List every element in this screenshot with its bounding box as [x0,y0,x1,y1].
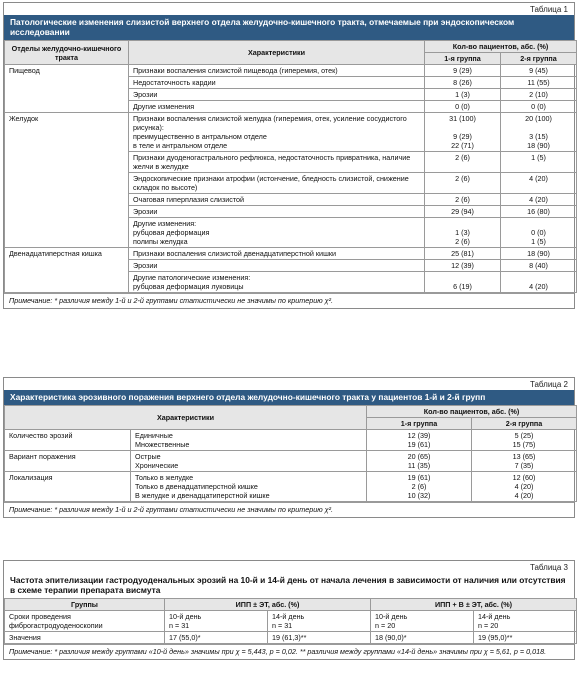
subcategory-cell: Острые Хронические [131,451,367,472]
group1-cell: 1 (3) [425,89,501,101]
group1-cell: 20 (65) 11 (35) [367,451,472,472]
table-3-number: Таблица 3 [529,563,568,572]
characteristic-cell: Другие патологические изменения: рубцовая деформация луковицы [129,272,425,293]
characteristic-cell: Другие изменения: рубцовая деформация полипы желудка [129,218,425,248]
table-row [5,65,577,77]
subcategory-cell: Единичные Множественные [131,430,367,451]
table-1-note: Примечание: * различия между 1-й и 2-й группами статистически не значимы по критерию χ². [4,293,574,308]
t1-header-dept: Отделы желудочно-кишечного тракта [5,41,129,65]
t2-header-group1: 1-я группа [367,418,472,430]
table-row [5,430,577,451]
group1-cell: 2 (6) [425,173,501,194]
table-3-note: Примечание: * различия между группами «10-й день» значимы при χ = 5,443, p = 0,02. ** различия между группами «14-й день» значимы при χ = 5,61, p = 0,018. [4,644,574,659]
group2-cell: 4 (20) [501,272,577,293]
t3-header-groups: Группы [5,599,165,611]
row-label-cell: Значения [5,632,165,644]
subcategory-cell: Только в желудке Только в двенадцатиперстной кишке В желудке и двенадцатиперстной кишке [131,472,367,502]
t3-header-ipp-b: ИПП + В ± ЭТ, абс. (%) [371,599,577,611]
characteristic-cell: Другие изменения [129,101,425,113]
characteristic-cell: Признаки дуоденогастрального рефлюкса, недостаточность привратника, наличие желчи в желудке [129,152,425,173]
value-cell: 19 (61,3)** [268,632,371,644]
value-cell: 10-й день n = 31 [165,611,268,632]
t1-header-count: Кол-во пациентов, абс. (%) [425,41,577,53]
group2-cell: 4 (20) [501,173,577,194]
group2-cell: 1 (5) [501,152,577,173]
row-label-cell: Сроки проведения фиброгастродуоденоскопии [5,611,165,632]
characteristic-cell: Признаки воспаления слизистой желудка (гиперемия, отек, усиление сосудистого рисунка): преимущественно в антральном отделе в теле и антральном отделе [129,113,425,152]
group1-cell: 6 (19) [425,272,501,293]
t3-header-ipp: ИПП ± ЭТ, абс. (%) [165,599,371,611]
characteristic-cell: Эндоскопические признаки атрофии (истончение, бледность слизистой, снижение складок по высоте) [129,173,425,194]
category-cell: Вариант поражения [5,451,131,472]
group1-cell: 29 (94) [425,206,501,218]
table-2-note: Примечание: * различия между 1-й и 2-й группами статистически не значимы по критерию χ². [4,502,574,517]
group1-cell: 8 (26) [425,77,501,89]
group2-cell: 0 (0) 1 (5) [501,218,577,248]
timing-row [5,611,577,632]
table-2-block [3,377,575,518]
group1-cell: 19 (61) 2 (6) 10 (32) [367,472,472,502]
characteristic-cell: Эрозии [129,206,425,218]
t2-header-char: Характеристики [5,406,367,430]
group1-cell: 1 (3) 2 (6) [425,218,501,248]
table-row [5,113,577,152]
group2-cell: 2 (10) [501,89,577,101]
value-cell: 18 (90,0)* [371,632,474,644]
t2-header-count: Кол-во пациентов, абс. (%) [367,406,577,418]
group2-cell: 0 (0) [501,101,577,113]
characteristic-cell: Эрозии [129,260,425,272]
group2-cell: 20 (100) 3 (15) 18 (90) [501,113,577,152]
table-3-block [3,560,575,660]
characteristic-cell: Признаки воспаления слизистой пищевода (гиперемия, отек) [129,65,425,77]
value-cell: 10-й день n = 20 [371,611,474,632]
characteristic-cell: Эрозии [129,89,425,101]
table-1 [4,40,577,293]
dept-cell: Пищевод [5,65,129,113]
characteristic-cell: Недостаточность кардии [129,77,425,89]
table-1-block [3,2,575,309]
group1-cell: 31 (100) 9 (29) 22 (71) [425,113,501,152]
group2-cell: 8 (40) [501,260,577,272]
group2-cell: 9 (45) [501,65,577,77]
t1-header-group1: 1-я группа [425,53,501,65]
characteristic-cell: Признаки воспаления слизистой двенадцатиперстной кишки [129,248,425,260]
t1-header-char: Характеристики [129,41,425,65]
table-2-number: Таблица 2 [529,380,568,389]
dept-cell: Желудок [5,113,129,248]
values-row [5,632,577,644]
table-2-title: Характеристика эрозивного поражения верхнего отдела желудочно-кишечного тракта у пациентов 1-й и 2-й групп [4,390,574,405]
value-cell: 17 (55,0)* [165,632,268,644]
group1-cell: 12 (39) 19 (61) [367,430,472,451]
table-row [5,451,577,472]
group2-cell: 12 (60) 4 (20) 4 (20) [472,472,577,502]
table-2 [4,405,577,502]
group1-cell: 0 (0) [425,101,501,113]
category-cell: Локализация [5,472,131,502]
group2-cell: 5 (25) 15 (75) [472,430,577,451]
characteristic-cell: Очаговая гиперплазия слизистой [129,194,425,206]
table-1-title: Патологические изменения слизистой верхнего отдела желудочно-кишечного тракта, отмечаемые при эндоскопическом исследовании [4,15,574,40]
table-3-title: Частота эпителизации гастродуоденальных эрозий на 10-й и 14-й день от начала лечения в зависимости от наличия или отсутствия в схеме терапии препарата висмута [4,573,574,598]
group1-cell: 2 (6) [425,152,501,173]
category-cell: Количество эрозий [5,430,131,451]
group1-cell: 12 (39) [425,260,501,272]
value-cell: 14-й день n = 20 [474,611,577,632]
t2-header-group2: 2-я группа [472,418,577,430]
group1-cell: 2 (6) [425,194,501,206]
group2-cell: 4 (20) [501,194,577,206]
group2-cell: 11 (55) [501,77,577,89]
group2-cell: 16 (80) [501,206,577,218]
group2-cell: 13 (65) 7 (35) [472,451,577,472]
table-row [5,472,577,502]
value-cell: 19 (95,0)** [474,632,577,644]
table-row [5,248,577,260]
value-cell: 14-й день n = 31 [268,611,371,632]
table-3 [4,598,577,644]
group1-cell: 9 (29) [425,65,501,77]
group2-cell: 18 (90) [501,248,577,260]
t1-header-group2: 2-я группа [501,53,577,65]
group1-cell: 25 (81) [425,248,501,260]
dept-cell: Двенадцатиперстная кишка [5,248,129,293]
table-1-number: Таблица 1 [529,5,568,14]
